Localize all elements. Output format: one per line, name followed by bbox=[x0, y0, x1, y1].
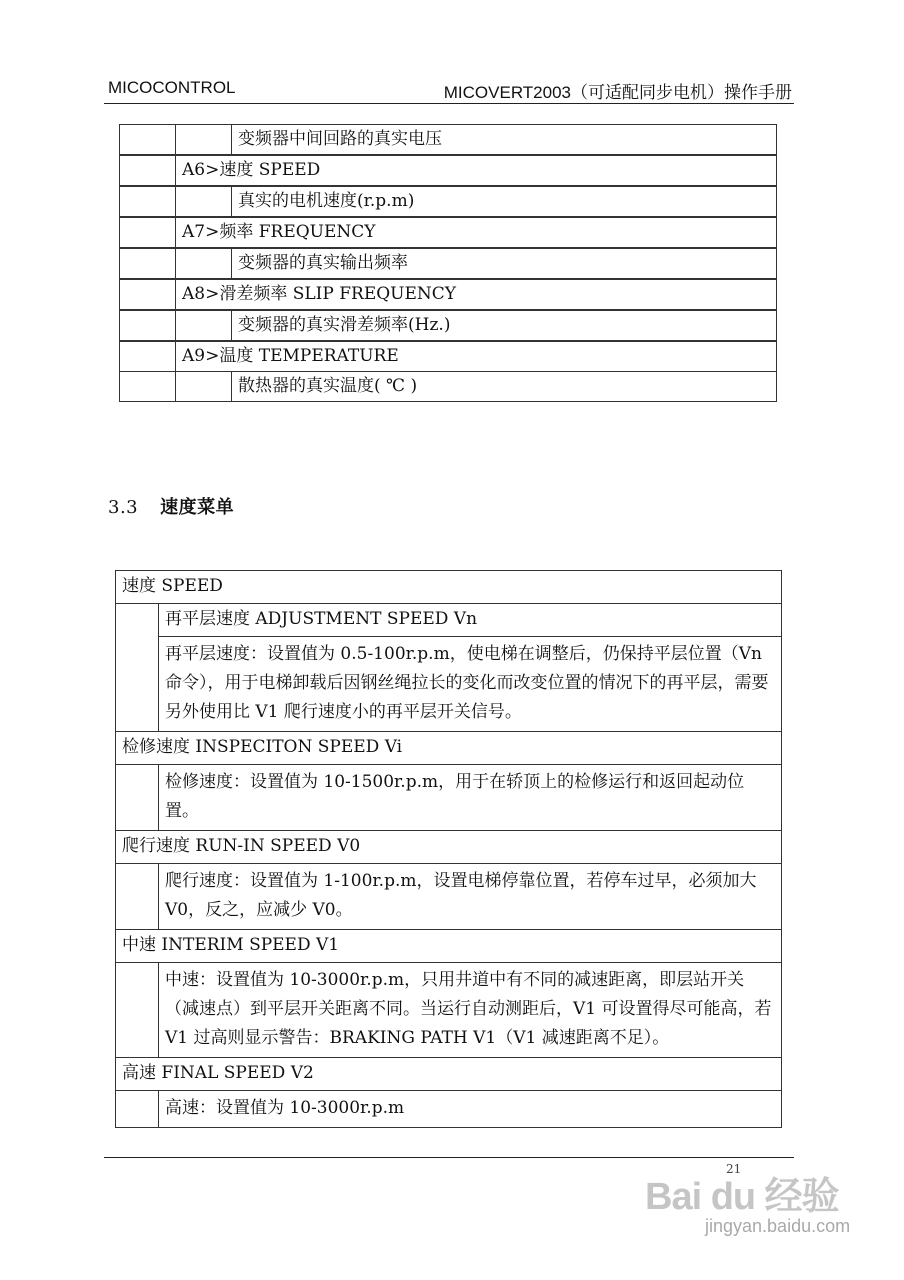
row-desc: 变频器的真实输出频率 bbox=[232, 248, 777, 279]
table-row bbox=[120, 248, 777, 279]
table-row bbox=[116, 930, 782, 963]
table-row bbox=[116, 604, 782, 637]
table-row bbox=[120, 155, 777, 186]
row-desc: 散热器的真实温度( ℃ ) bbox=[232, 372, 777, 402]
watermark-url: jingyan.baidu.com bbox=[705, 1216, 851, 1236]
row-desc: 检修速度：设置值为 10-1500r.p.m，用于在轿顶上的检修运行和返回起动位置。 bbox=[159, 765, 782, 831]
footer-divider bbox=[104, 1157, 794, 1158]
table-row bbox=[116, 571, 782, 604]
row-sub: A7>频率 FREQUENCY bbox=[176, 217, 777, 248]
row-sub: A8>滑差频率 SLIP FREQUENCY bbox=[176, 279, 777, 310]
watermark-logo: Bai du 经验 bbox=[645, 1176, 839, 1218]
row-sub: A9>温度 TEMPERATURE bbox=[176, 341, 777, 372]
table-row bbox=[116, 831, 782, 864]
header-divider bbox=[104, 103, 794, 104]
row-sub: 再平层速度 ADJUSTMENT SPEED Vn bbox=[159, 604, 782, 637]
table-row bbox=[116, 732, 782, 765]
row-desc: 爬行速度：设置值为 1-100r.p.m，设置电梯停靠位置，若停车过早，必须加大 V0，反之，应减少 V0。 bbox=[159, 864, 782, 930]
row-group: 检修速度 INSPECITON SPEED Vi bbox=[116, 732, 782, 765]
row-desc: 变频器的真实滑差频率(Hz.) bbox=[232, 310, 777, 341]
speed-menu-table bbox=[115, 570, 782, 1128]
header-left: MICOCONTROL bbox=[108, 78, 236, 97]
table-row bbox=[116, 765, 782, 831]
table-row bbox=[116, 864, 782, 930]
table-row bbox=[120, 310, 777, 341]
row-group: 速度 SPEED bbox=[116, 571, 782, 604]
row-group: 高速 FINAL SPEED V2 bbox=[116, 1058, 782, 1091]
page-number: 21 bbox=[726, 1162, 742, 1176]
section-title: 速度菜单 bbox=[160, 497, 235, 518]
header-right: MICOVERT2003（可适配同步电机）操作手册 bbox=[443, 83, 792, 102]
section-number: 3.3 bbox=[108, 497, 139, 518]
row-desc: 变频器中间回路的真实电压 bbox=[232, 125, 777, 156]
table-row bbox=[116, 963, 782, 1058]
table-row bbox=[120, 125, 777, 156]
table-row bbox=[120, 186, 777, 217]
row-group: 中速 INTERIM SPEED V1 bbox=[116, 930, 782, 963]
table-row bbox=[116, 1058, 782, 1091]
row-sub: A6>速度 SPEED bbox=[176, 155, 777, 186]
table-row bbox=[120, 372, 777, 402]
table-row bbox=[120, 217, 777, 248]
table-row bbox=[120, 279, 777, 310]
row-desc: 真实的电机速度(r.p.m) bbox=[232, 186, 777, 217]
monitor-table bbox=[119, 124, 777, 402]
row-desc: 中速：设置值为 10-3000r.p.m，只用井道中有不同的减速距离，即层站开关（减速点）到平层开关距离不同。当运行自动测距后，V1 可设置得尽可能高，若 V1 过高则显示警告：BRAKING PATH V1（V1 减速距离不足）。 bbox=[159, 963, 782, 1058]
row-group: 爬行速度 RUN-IN SPEED V0 bbox=[116, 831, 782, 864]
section-heading bbox=[108, 493, 234, 519]
table-row bbox=[120, 341, 777, 372]
table-row bbox=[116, 1091, 782, 1128]
row-desc: 高速：设置值为 10-3000r.p.m bbox=[159, 1091, 782, 1128]
table-row bbox=[116, 637, 782, 732]
row-desc: 再平层速度：设置值为 0.5-100r.p.m，使电梯在调整后，仍保持平层位置（Vn 命令），用于电梯卸载后因钢丝绳拉长的变化而改变位置的情况下的再平层，需要另外使用比 V1 爬行速度小的再平层开关信号。 bbox=[159, 637, 782, 732]
